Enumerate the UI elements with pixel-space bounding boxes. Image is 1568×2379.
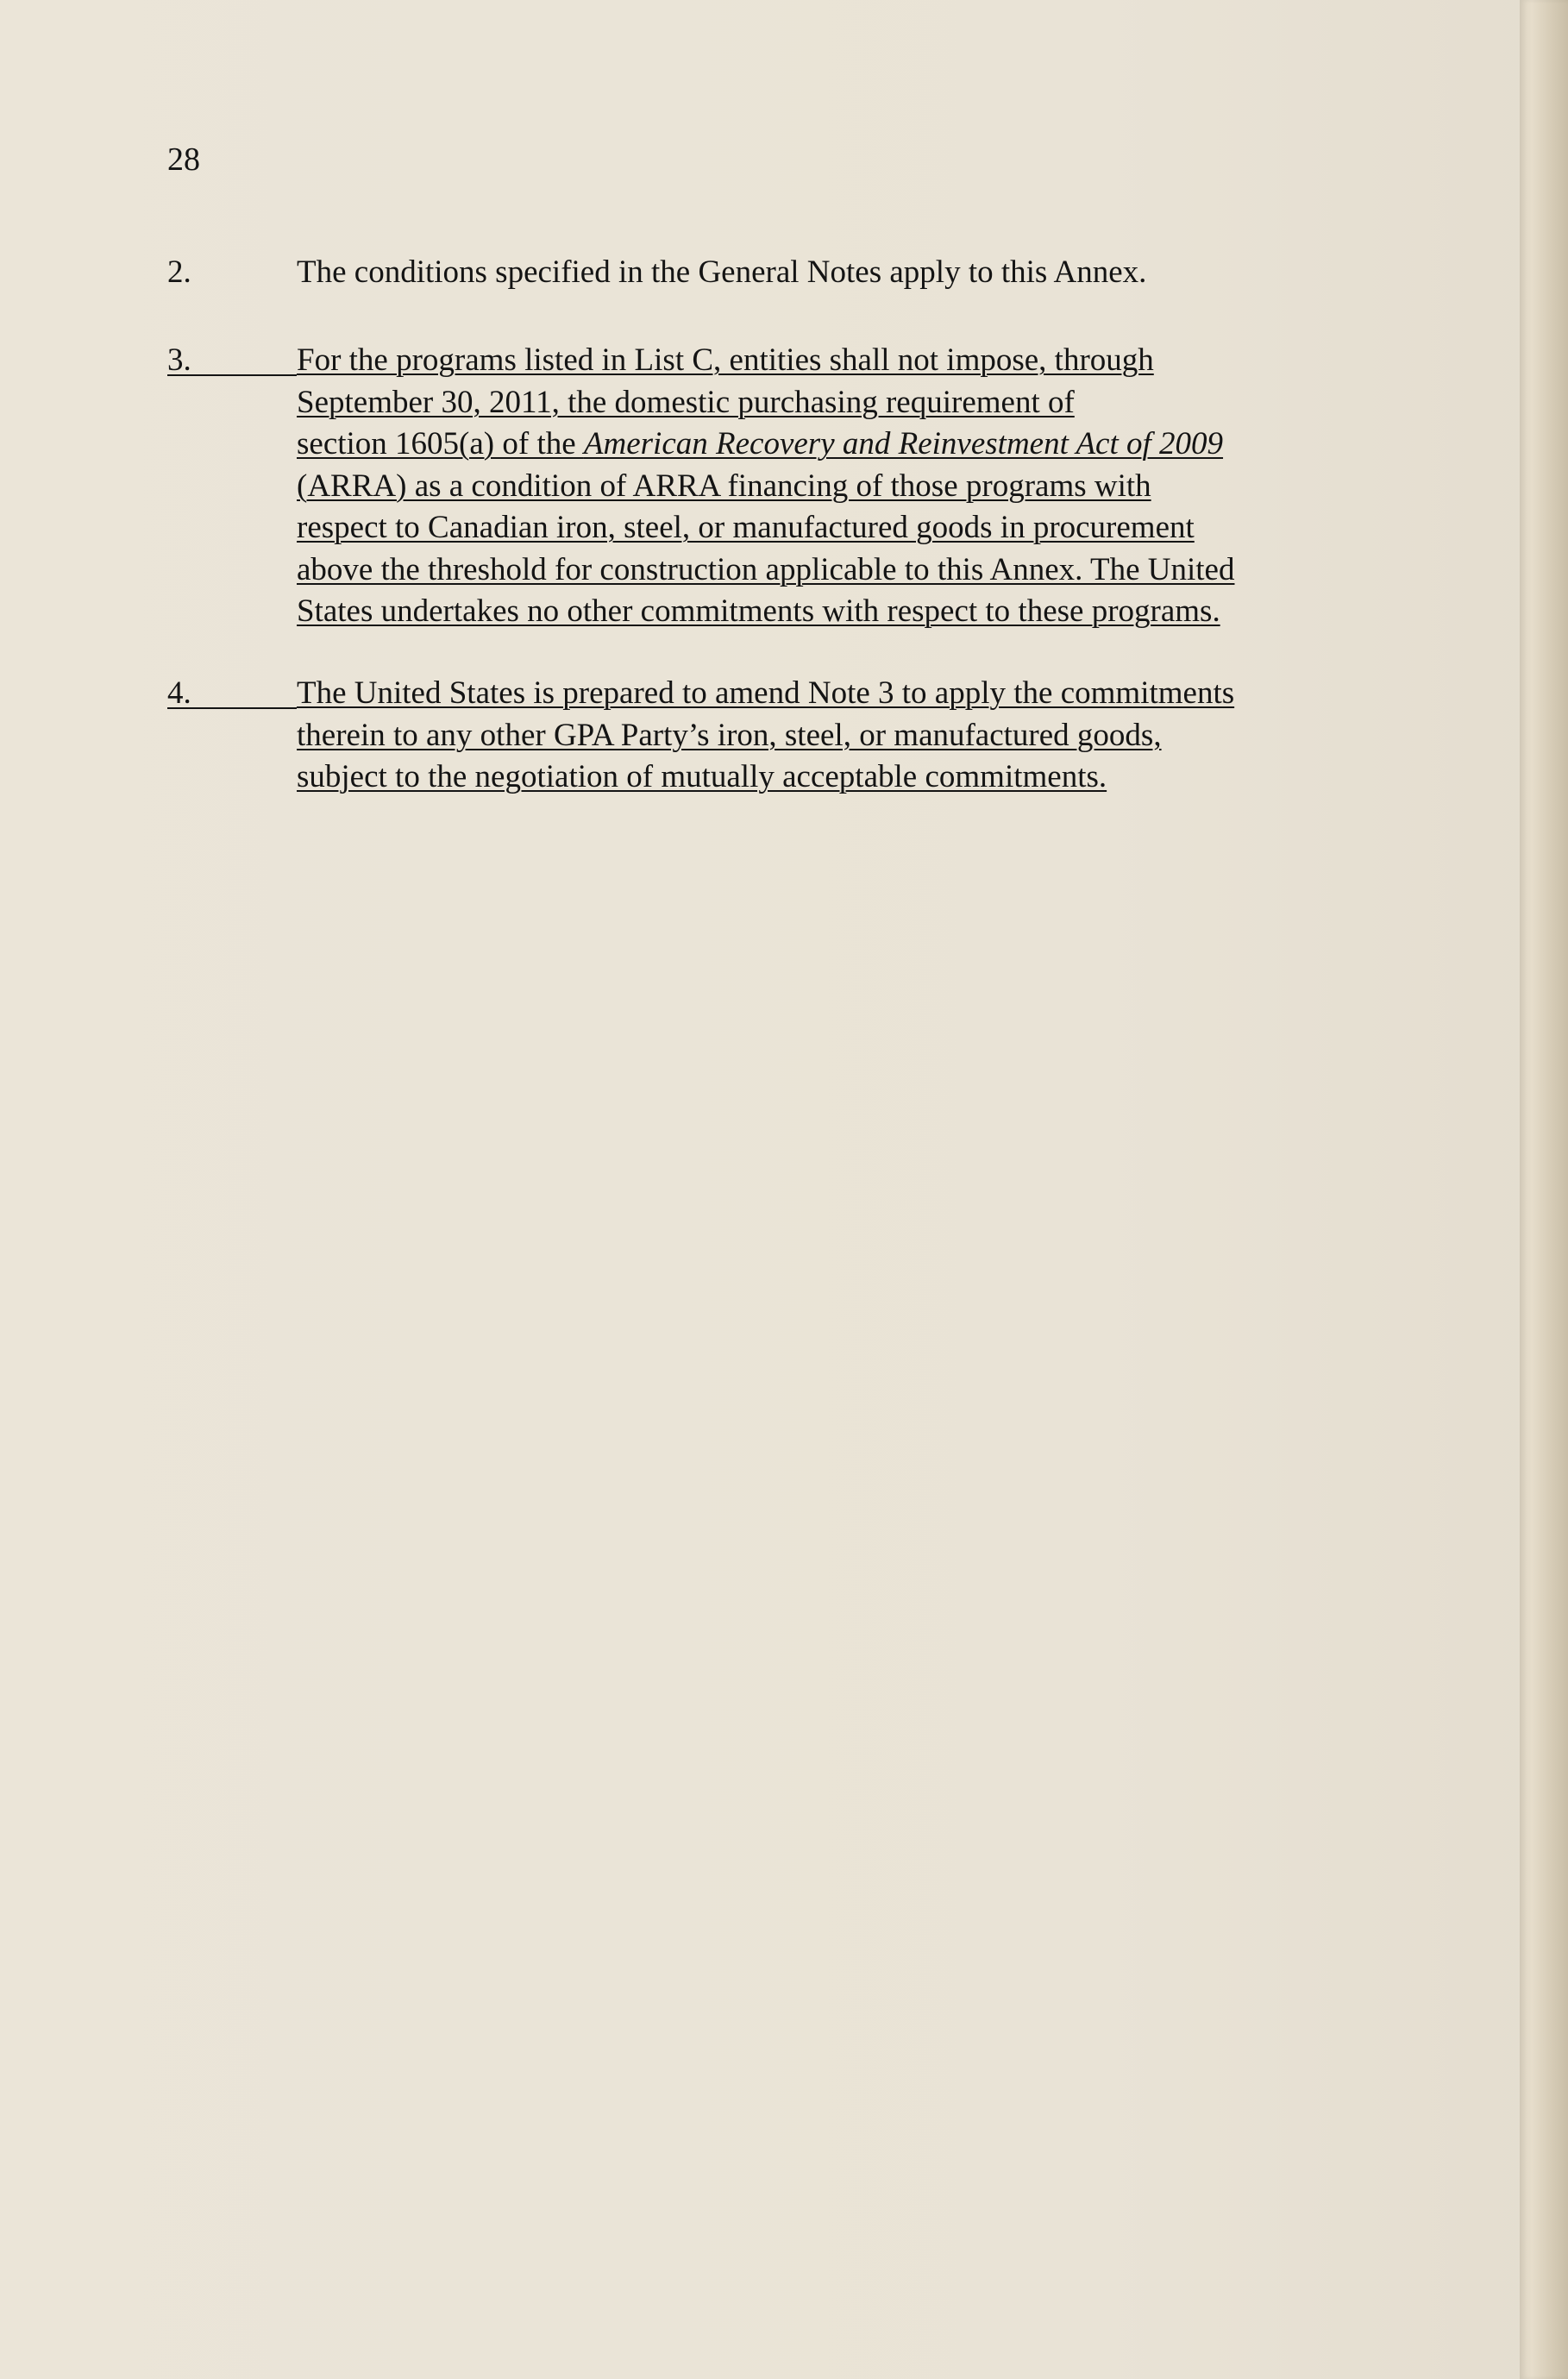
note-number: 4. (167, 673, 297, 709)
note-number: 3. (167, 340, 297, 376)
note-line: respect to Canadian iron, steel, or manufactured goods in procurement (297, 510, 1195, 545)
note-line: The conditions specified in the General Notes apply to this Annex. (297, 254, 1147, 290)
note-line: above the threshold for construction applicable to this Annex. The United (297, 551, 1235, 587)
note-line: subject to the negotiation of mutually acceptable commitments. (297, 759, 1107, 794)
note-line: The United States is prepared to amend Note 3 to apply the commitments (297, 675, 1235, 711)
book-spine-edge (1520, 0, 1568, 2379)
note-2 (167, 252, 1366, 294)
note-line: therein to any other GPA Party’s iron, steel, or manufactured goods, (297, 717, 1162, 753)
note-line-with-act-title (297, 424, 1366, 466)
act-title: American Recovery and Reinvestment Act of 2009 (583, 426, 1224, 461)
note-line-prefix: section 1605(a) of the (297, 426, 584, 461)
note-line: (ARRA) as a condition of ARRA financing of those programs with (297, 468, 1151, 504)
note-line: States undertakes no other commitments with respect to these programs. (297, 593, 1220, 629)
note-4 (167, 673, 1366, 799)
note-text (297, 673, 1366, 799)
note-number: 2. (167, 254, 191, 290)
note-line: September 30, 2011, the domestic purchasing requirement of (297, 384, 1075, 420)
note-3 (167, 340, 1366, 633)
page-number: 28 (167, 141, 200, 178)
note-text (297, 252, 1366, 294)
note-line: For the programs listed in List C, entities shall not impose, through (297, 342, 1154, 378)
note-text (297, 340, 1366, 633)
